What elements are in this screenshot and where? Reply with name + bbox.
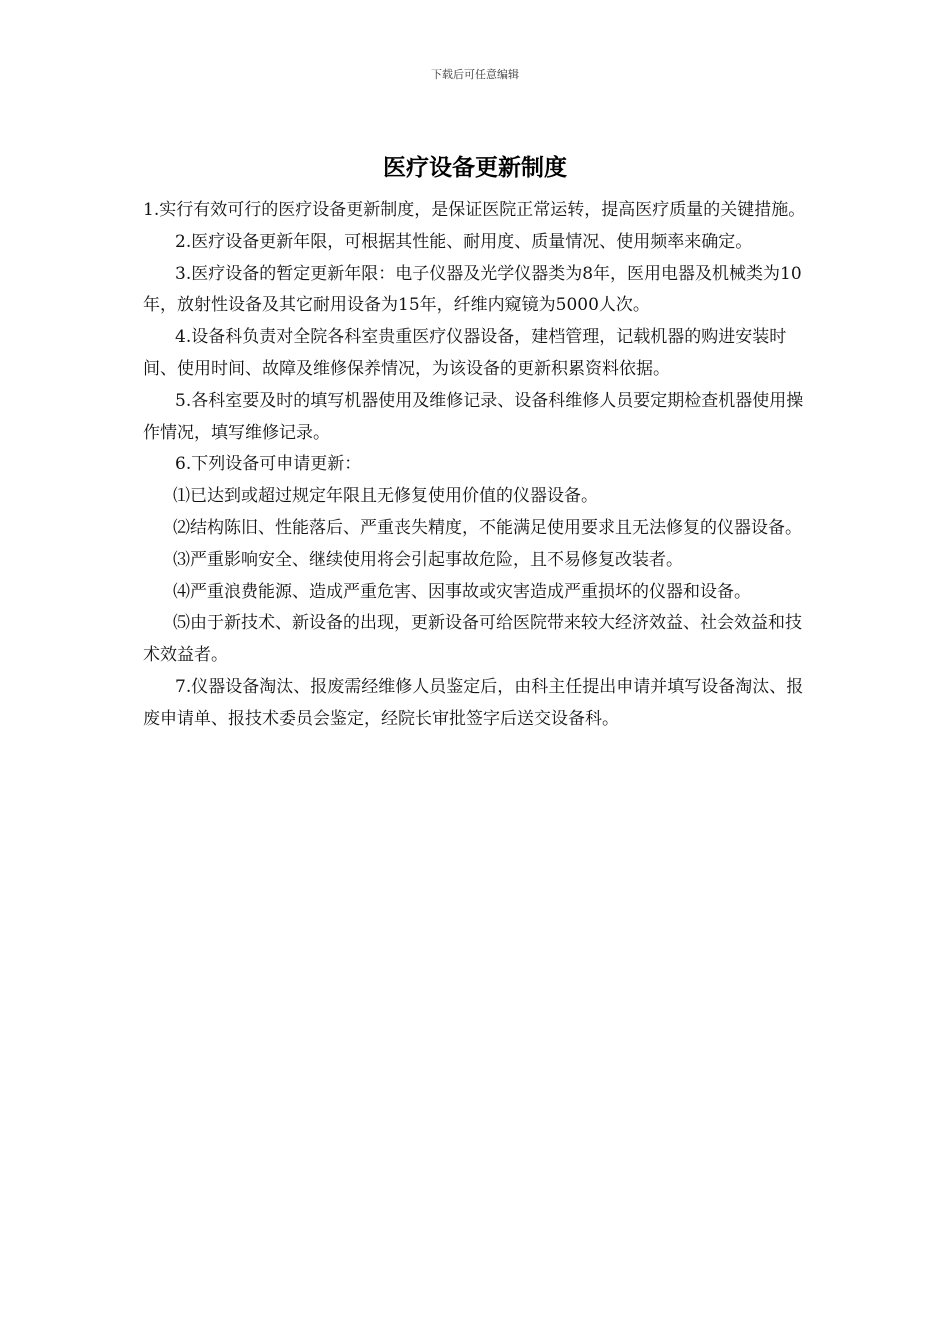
paragraph-5: 5.各科室要及时的填写机器使用及维修记录、设备科维修人员要定期检查机器使用操作情况，填写维修记录。 [143, 390, 804, 443]
list-item-2: ⑵结构陈旧、性能落后、严重丧失精度，不能满足使用要求且无法修复的仪器设备。 [173, 517, 802, 538]
document-title: 医疗设备更新制度 [383, 155, 567, 181]
paragraph-3: 3.医疗设备的暂定更新年限：电子仪器及光学仪器类为8年，医用电器及机械类为10年，放射性设备及其它耐用设备为15年，纤维内窥镜为5000人次。 [143, 263, 802, 316]
paragraph-1: 1.实行有效可行的医疗设备更新制度，是保证医院正常运转，提高医疗质量的关键措施。 [143, 200, 806, 220]
list-item-5: ⑸由于新技术、新设备的出现，更新设备可给医院带来较大经济效益、社会效益和技术效益者。 [143, 613, 802, 666]
paragraph-4: 4.设备科负责对全院各科室贵重医疗仪器设备，建档管理，记载机器的购进安装时间、使用时间、故障及维修保养情况，为该设备的更新积累资料依据。 [143, 327, 787, 379]
list-item-3: ⑶严重影响安全、继续使用将会引起事故危险，且不易修复改装者。 [173, 549, 683, 570]
list-item-4: ⑷严重浪费能源、造成严重危害、因事故或灾害造成严重损坏的仪器和设备。 [173, 581, 751, 602]
header-note: 下载后可任意编辑 [431, 68, 519, 81]
paragraph-2: 2.医疗设备更新年限，可根据其性能、耐用度、质量情况、使用频率来确定。 [175, 231, 753, 252]
document-body [143, 195, 815, 736]
paragraph-7: 7.仪器设备淘汰、报废需经维修人员鉴定后，由科主任提出申请并填写设备淘汰、报废申请单、报技术委员会鉴定，经院长审批签字后送交设备科。 [143, 676, 804, 729]
list-item-1: ⑴已达到或超过规定年限且无修复使用价值的仪器设备。 [173, 486, 598, 507]
paragraph-6: 6.下列设备可申请更新： [175, 454, 362, 475]
